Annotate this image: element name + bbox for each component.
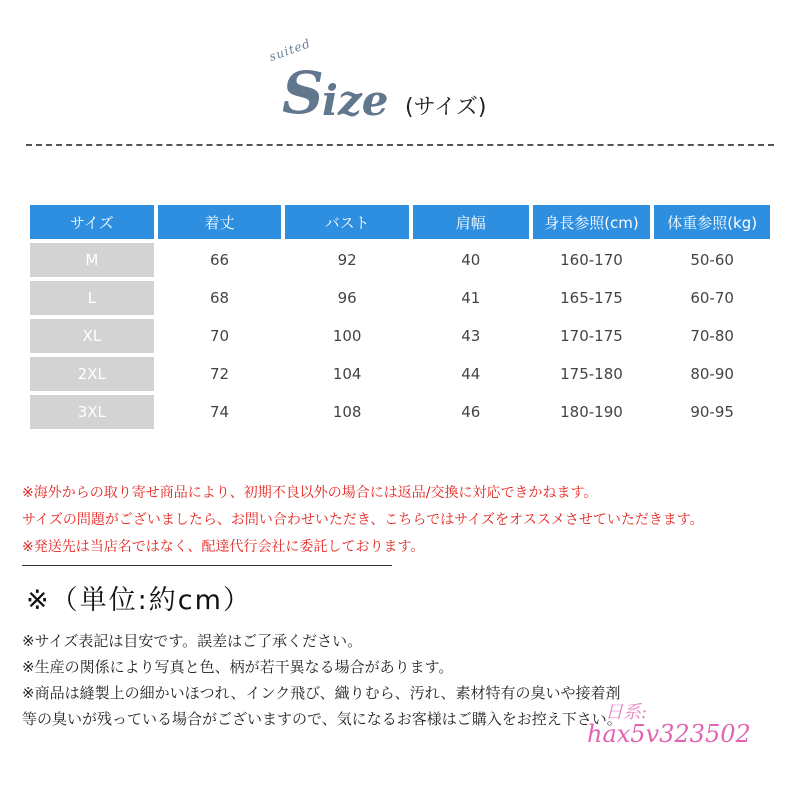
table-cell: 46 <box>461 403 481 421</box>
table-cell: 72 <box>209 365 230 383</box>
note-line: 等の臭いが残っている場合がございますので、気になるお客様はご購入をお控え下さい。 <box>22 710 622 728</box>
header-divider <box>26 144 774 146</box>
table-row <box>30 281 770 315</box>
table-cell: 70-80 <box>690 327 734 345</box>
table-row <box>30 243 770 277</box>
size-cell: L <box>30 281 154 315</box>
size-title-initial: S <box>282 59 324 127</box>
table-cell: 44 <box>461 365 481 383</box>
size-subtitle: (サイズ) <box>405 95 487 120</box>
note-line: サイズの問題がございましたら、お問い合わせいただき、こちらではサイズをオススメさせていただきます。 <box>22 512 704 528</box>
unit-divider <box>22 565 392 566</box>
table-cell: 165-175 <box>560 289 623 307</box>
table-cell: 96 <box>337 289 357 307</box>
header-cell-shoulder: 肩幅 <box>413 205 529 239</box>
note-line: ※生産の関係により写真と色、柄が若干異なる場合があります。 <box>22 658 454 676</box>
header-cell-height: 身長参照(cm) <box>533 205 651 239</box>
table-row <box>30 395 770 429</box>
suited-tagline: suited <box>267 36 313 64</box>
size-cell: XL <box>30 319 154 353</box>
note-line: ※サイズ表記は目安です。誤差はご了承ください。 <box>22 632 363 650</box>
shipping-notes <box>22 480 782 561</box>
size-cell: 3XL <box>30 395 154 429</box>
table-cell: 60-70 <box>690 289 734 307</box>
table-cell: 40 <box>461 251 481 269</box>
table-cell: 68 <box>209 289 230 307</box>
table-cell: 180-190 <box>560 403 623 421</box>
table-header-row <box>30 205 770 239</box>
watermark-id: hax5v323502 <box>587 720 751 748</box>
size-table <box>30 205 770 433</box>
product-notes <box>22 628 792 732</box>
header-cell-size: サイズ <box>30 205 154 239</box>
table-cell: 175-180 <box>560 365 623 383</box>
size-header <box>262 36 582 138</box>
table-cell: 108 <box>332 403 362 421</box>
table-row <box>30 357 770 391</box>
table-cell: 90-95 <box>690 403 734 421</box>
size-title-rest: ize <box>322 76 389 125</box>
table-cell: 66 <box>209 251 230 269</box>
table-cell: 80-90 <box>690 365 734 383</box>
note-line: ※発送先は当店名ではなく、配達代行会社に委託しております。 <box>22 539 425 555</box>
table-cell: 43 <box>461 327 481 345</box>
header-cell-weight: 体重参照(kg) <box>654 205 770 239</box>
header-cell-length: 着丈 <box>158 205 282 239</box>
table-cell: 70 <box>209 327 230 345</box>
watermark-label: 日系: <box>605 702 648 723</box>
size-cell: 2XL <box>30 357 154 391</box>
note-line: ※海外からの取り寄せ商品により、初期不良以外の場合には返品/交換に対応できかねます。 <box>22 485 598 501</box>
table-cell: 160-170 <box>560 251 623 269</box>
note-line: ※商品は縫製上の細かいほつれ、インク飛び、織りむら、汚れ、素材特有の臭いや接着剤 <box>22 684 621 702</box>
header-cell-bust: バスト <box>285 205 409 239</box>
size-cell: M <box>30 243 154 277</box>
table-cell: 74 <box>209 403 230 421</box>
table-cell: 41 <box>461 289 481 307</box>
table-cell: 104 <box>332 365 362 383</box>
table-cell: 92 <box>337 251 357 269</box>
unit-label: ※（単位:約cm） <box>26 585 252 616</box>
table-cell: 170-175 <box>560 327 623 345</box>
table-cell: 100 <box>332 327 362 345</box>
table-row <box>30 319 770 353</box>
table-cell: 50-60 <box>690 251 734 269</box>
